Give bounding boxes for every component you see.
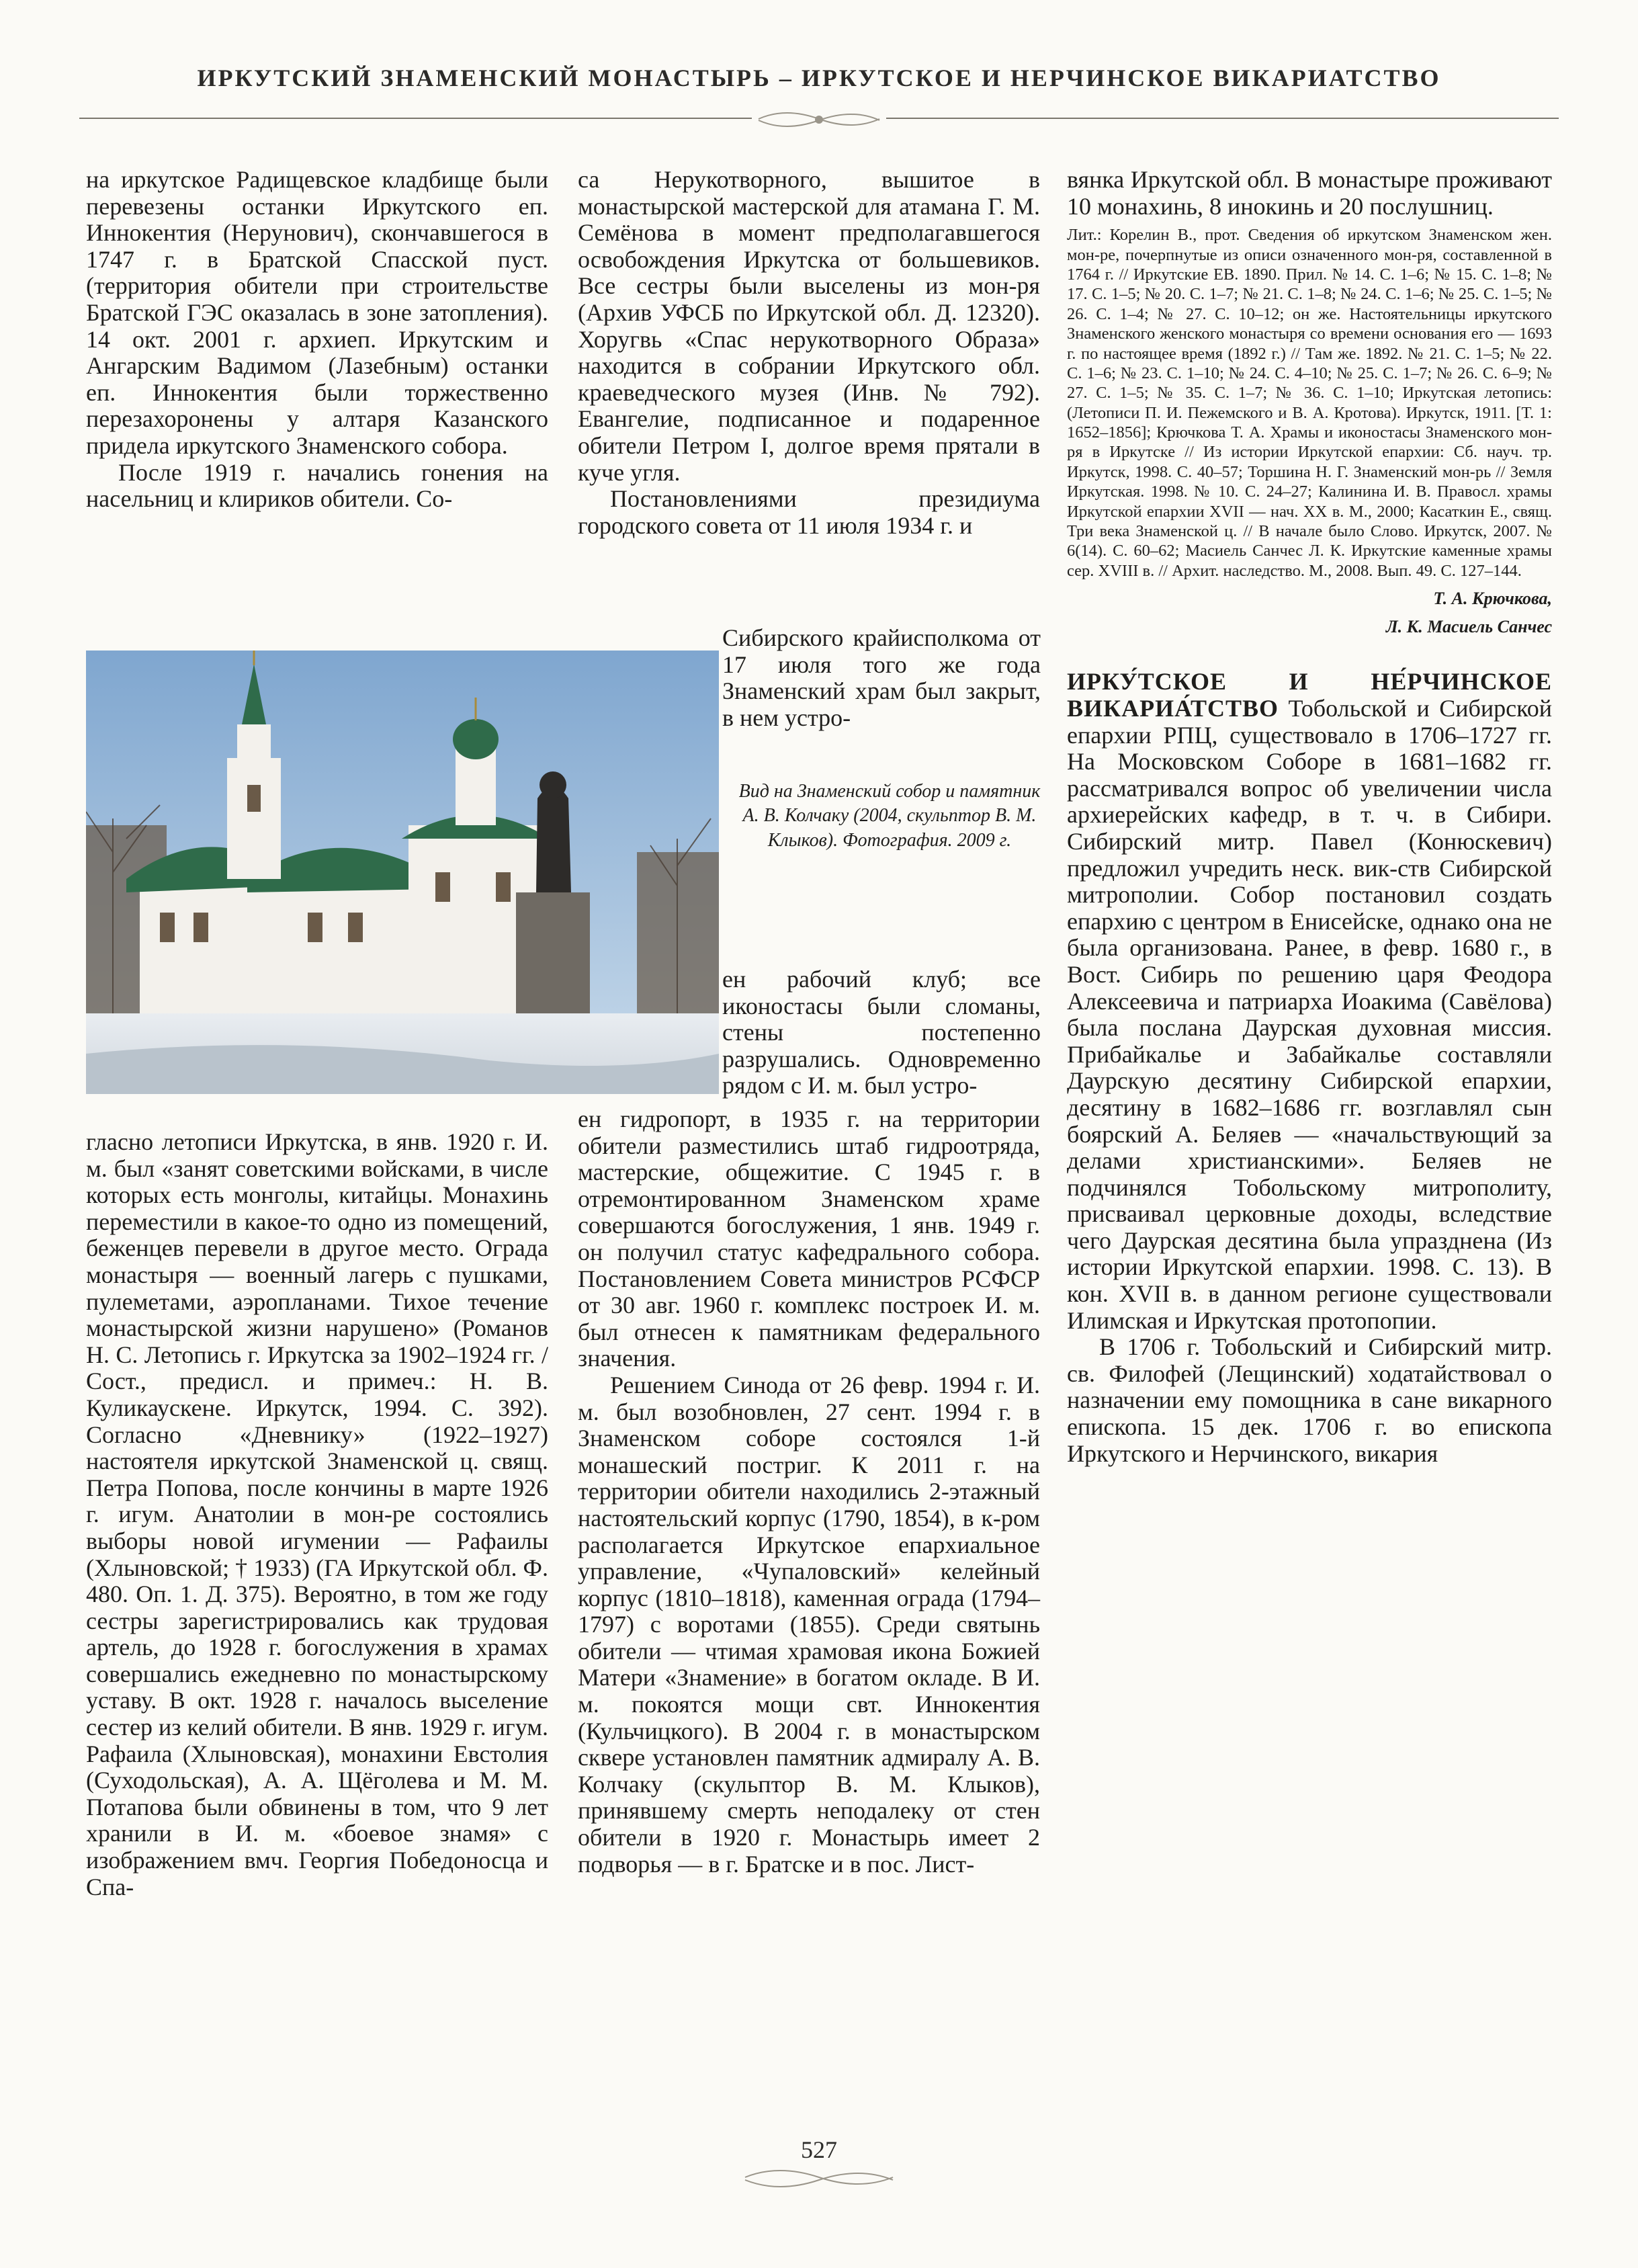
entry-paragraph — [1067, 669, 1552, 1334]
text-beside-photo-bottom — [722, 966, 1041, 1099]
text-beside-photo-top — [722, 625, 1041, 731]
paragraph: ен рабочий клуб; все иконостасы были сломаны, стены постепенно разрушались. Одновременно рядом с И. м. был устро- — [722, 966, 1041, 1099]
paragraph: ен гидропорт, в 1935 г. на территории обители разместились штаб гидроотряда, мастерские, общежитие. С 1945 г. в отремонтированном Знаменском храме совершаются богослужения, 1 янв. 1949 г. он получил статус кафедрального собора. Постановлением Совета министров РСФСР от 30 авг. 1960 г. комплекс построек И. м. был отнесен к памятникам федерального значения. — [578, 1105, 1040, 1372]
cathedral-image — [86, 650, 719, 1094]
column-1 — [86, 166, 548, 1900]
footer-ornament-icon — [738, 2164, 900, 2193]
paragraph: са Нерукотворного, вышитое в монастырской мастерской для атамана Г. М. Семёнова в момент предполагавшегося освобождения Иркутска от большевиков. Все сестры были выселены из мон-ря (Архив УФСБ по Иркутской обл. Д. 12320). Хоругвь «Спас нерукотворного Образа» находится в собрании Иркутского обл. краеведческого музея (Инв. № 792). Евангелие, подписанное и подаренное обители Петром I, долгое время прятали в куче угля. — [578, 166, 1040, 486]
column-3 — [1067, 167, 1552, 1467]
author-signature — [1067, 585, 1552, 640]
cathedral-photo — [86, 650, 719, 1094]
paragraph: После 1919 г. начались гонения на насельниц и клириков обители. Со- — [86, 458, 548, 513]
paragraph: Постановлениями президиума городского совета от 11 июля 1934 г. и — [578, 485, 1040, 539]
paragraph: Решением Синода от 26 февр. 1994 г. И. м. был возобновлен, 27 сент. 1994 г. в Знаменском соборе состоялся 1-й монашеский постриг. К 2011 г. на территории обители находились 2-этажный настоятельский корпус (1790, 1854), в к-ром располагается Иркутское епархиальное управление, «Чупаловский» келейный корпус (1810–1818), каменная ограда (1794–1797) с воротами (1855). Среди святынь обители — чтимая храмовая икона Божией Матери «Знамение» в богатом окладе. В И. м. покоятся мощи свт. Иннокентия (Кульчицкого). В 2004 г. в монастырском сквере установлен памятник адмиралу А. В. Колчаку (скульптор В. М. Клыков), принявшему смерть неподалеку от стен обители в 1920 г. Монастырь имеет 2 подворья — в г. Братске и в пос. Лист- — [578, 1371, 1040, 1878]
entry-text: Тобольской и Сибирской епархии РПЦ, существовало в 1706–1727 гг. На Московском Соборе в 1681–1682 гг. рассматривался вопрос об увеличении числа архиерейских кафедр, в т. ч. в Сибири. Сибирский митр. Павел (Конюскевич) предложил учредить неск. вик-ств Сибирской митрополии. Собор постановил создать епархию с центром в Енисейске, однако она не была организована. Ранее, в февр. 1680 г., в Вост. Сибирь по решению царя Феодора Алексеевича и патриарха Иоакима (Савёлова) была послана Даурская духовная миссия. Прибайкалье и Забайкалье составляли Даурскую десятину Сибирской епархии, десятину в 1682–1686 гг. возглавлял сын боярский А. Беляев — «начальствующий за делами христианскими». Беляев не подчинялся Тобольскому митрополиту, присваивал церковные доходы, вследствие чего Даурская десятина была упразднена (Из истории Иркутской епархии. 1998. С. 13). В кон. XVII в. в данном регионе существовали Илимская и Иркутская протопопии. — [1067, 695, 1553, 1334]
entry-title: ИРКУ́ТСКОЕ И НЕ́РЧИНСКОЕ ВИКАРИА́ТСТВО — [1067, 668, 1552, 722]
header-ornament-icon — [752, 104, 886, 135]
page-footer — [0, 2136, 1638, 2193]
column-1-continued — [86, 1129, 548, 1900]
running-header — [0, 64, 1638, 92]
column-2-continued — [578, 1106, 1040, 1878]
running-title: ИРКУТСКИЙ ЗНАМЕНСКИЙ МОНАСТЫРЬ – ИРКУТСКОЕ И НЕРЧИНСКОЕ ВИКАРИАТСТВО — [197, 65, 1441, 91]
photo-caption: Вид на Знаменский собор и памятник А. В. Колчаку (2004, скульптор В. М. Клыков). Фотография. 2009 г. — [738, 781, 1041, 851]
paragraph: В 1706 г. Тобольский и Сибирский митр. св. Филофей (Лещинский) ходатайствовал о назначении ему помощника в сане викарного епископа. 15 дек. 1706 г. во епископа Иркутского и Нерчинского, викария — [1067, 1333, 1552, 1467]
paragraph: вянка Иркутской обл. В монастыре проживают 10 монахинь, 8 инокинь и 20 послушниц. — [1067, 166, 1552, 220]
page-number: 527 — [801, 2136, 837, 2163]
paragraph: на иркутское Радищевское кладбище были перевезены останки Иркутского еп. Иннокентия (Нерунович), скончавшегося в 1747 г. в Братской Спасской пуст. (территория обители при строительстве Братской ГЭС оказалась в зоне затопления). 14 окт. 2001 г. архиеп. Иркутским и Ангарским Вадимом (Лазебным) останки еп. Иннокентия были торжественно перезахоронены у алтаря Казанского придела иркутского Знаменского собора. — [86, 166, 548, 459]
bibliography: Лит.: Корелин В., прот. Сведения об иркутском Знаменском жен. мон-ре, почерпнутые из описи означенного мон-ря, составленной в 1764 г. // Иркутские ЕВ. 1890. Прил. № 14. С. 1–6; № 15. С. 1–8; № 17. С. 1–5; № 20. С. 1–7; № 21. С. 1–8; № 24. С. 1–6; № 25. С. 1–5; № 26. С. 1–4; № 27. С. 10–12; он же. Настоятельницы иркутского Знаменского женского монастыря со времени основания его — 1693 г. по настоящее время (1892 г.) // Там же. 1892. № 21. С. 1–5; № 22. С. 1–6; № 23. С. 1–10; № 24. С. 4–10; № 25. С. 1–7; № 26. С. 6–9; № 27. С. 1–5; № 35. С. 1–7; № 36. С. 1–10; Иркутская летопись: (Летописи П. И. Пежемского и В. А. Кротова). Иркутск, 1911. [Т. 1: 1652–1856]; Крючкова Т. А. Храмы и иконостасы Знаменского мон-ря в Иркутске // Из истории Иркутской епархии: Сб. науч. тр. Иркутск, 1998. С. 40–57; Торшина Н. Г. Знаменский мон-рь // Земля Иркутская. 1998. № 10. С. 24–27; Калинина И. В. Правосл. храмы Иркутской епархии XVII — нач. XX в. М., 2000; Касаткин Е., свящ. Три века Знаменской ц. // В начале было Слово. Иркутск, 2007. № 6(14). С. 60–62; Масиель Санчес Л. К. Иркутские каменные храмы сер. XVIII в. // Архит. наследство. М., 2008. Вып. 49. С. 127–144. — [1067, 226, 1552, 580]
paragraph: Сибирского крайисполкома от 17 июля того же года Знаменский храм был закрыт, в нем устро- — [722, 624, 1041, 731]
author-2: Л. К. Масиель Санчес — [1385, 616, 1552, 636]
author-1: Т. А. Крючкова, — [1433, 589, 1552, 609]
paragraph: гласно летописи Иркутска, в янв. 1920 г. И. м. был «занят советскими войсками, в числе которых есть монголы, китайцы. Монахинь переместили в какое-то одно из помещений, беженцев перевели в другое место. Ограда монастыря — военный лагерь с пушками, пулеметами, аэропланами. Тихое течение монастырской жизни нарушено» (Романов Н. С. Летопись г. Иркутска за 1902–1924 гг. / Сост., предисл. и примеч.: Н. В. Куликаускене. Иркутск, 1994. С. 392). Согласно «Дневнику» (1922–1927) настоятеля иркутской Знаменской ц. свящ. Петра Попова, после кончины в марте 1926 г. игум. Анатолии в мон-ре состоялись выборы новой игумении — Рафаилы (Хлыновской; † 1933) (ГА Иркутской обл. Ф. 480. Оп. 1. Д. 375). Вероятно, в том же году сестры зарегистрировались как трудовая артель, до 1928 г. богослужения в храмах совершались ежедневно по монастырскому уставу. В окт. 1928 г. началось выселение сестер из келий обители. В янв. 1929 г. игум. Рафаила (Хлыновская), монахини Евстолия (Суходольская), А. А. Щёголева и М. М. Потапова были обвинены в том, что 9 лет хранили в И. м. «боевое знамя» с изображением вмч. Георгия Победоносца и Спа- — [86, 1128, 548, 1900]
